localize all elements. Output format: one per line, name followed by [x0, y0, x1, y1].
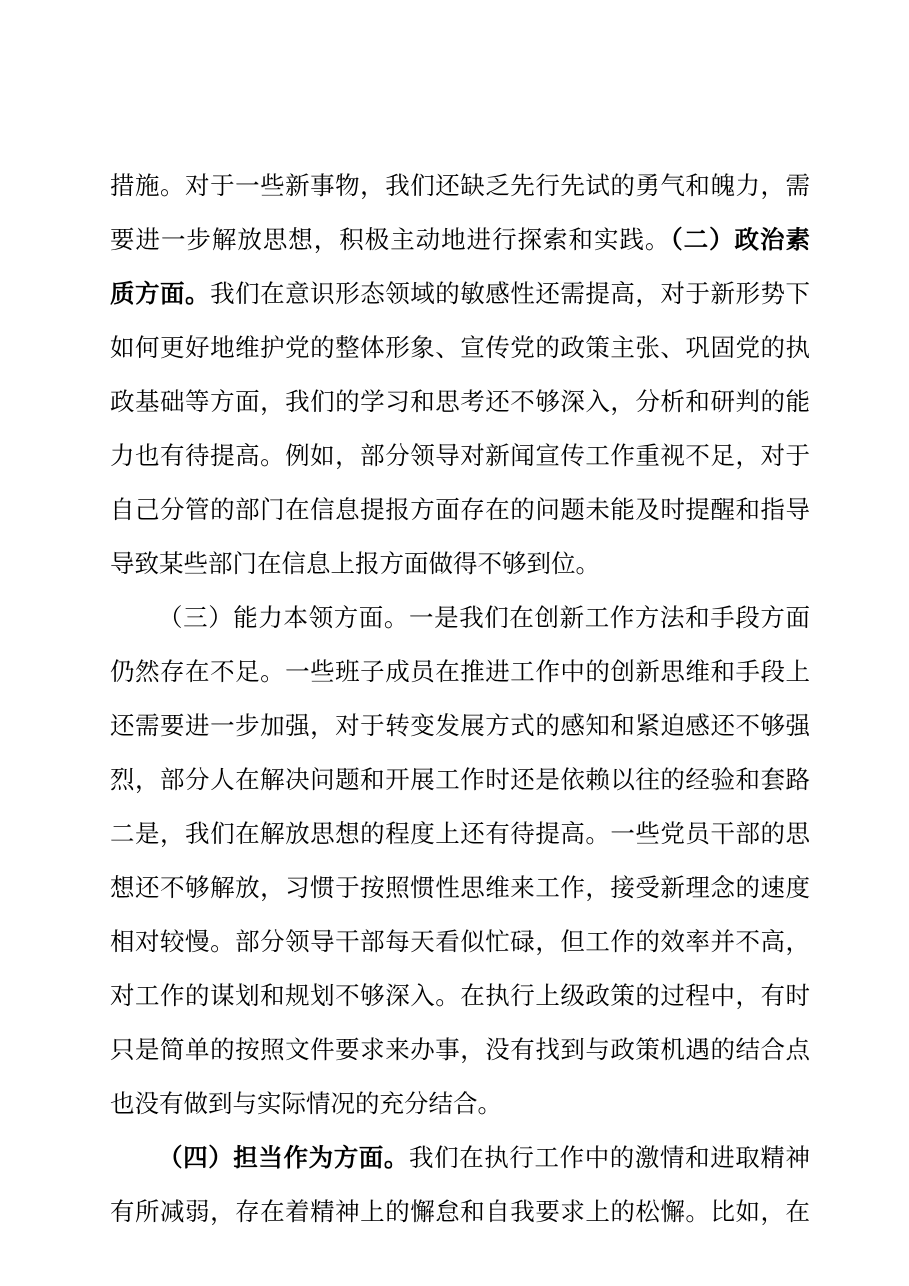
paragraph-line: 有所减弱，存在着精神上的懈怠和自我要求上的松懈。比如，在: [110, 1197, 810, 1226]
paragraph-line: 只是简单的按照文件要求来办事，没有找到与政策机遇的结合点: [110, 1035, 810, 1064]
paragraph-line: 还需要进一步加强，对于转变发展方式的感知和紧迫感还不够强: [110, 711, 810, 740]
paragraph-line: [110, 279, 810, 309]
paragraph-line: 措施。对于一些新事物，我们还缺乏先行先试的勇气和魄力，需: [110, 171, 810, 200]
section-heading-two-part: （二）政治素: [670, 225, 811, 254]
text-span: 要进一步解放思想，积极主动地进行探索和实践。: [110, 225, 671, 254]
section-heading-two-rest: 质方面。: [110, 279, 211, 308]
section-three-first-line: （三）能力本领方面。一是我们在创新工作方法和手段方面: [158, 603, 810, 632]
paragraph-line: 二是，我们在解放思想的程度上还有待提高。一些党员干部的思: [110, 819, 810, 848]
text-span: 我们在意识形态领域的敏感性还需提高，对于新形势下: [210, 279, 811, 308]
paragraph-line: 对工作的谋划和规划不够深入。在执行上级政策的过程中，有时: [110, 981, 810, 1010]
section-heading-four: （四）担当作为方面。: [158, 1143, 409, 1172]
paragraph-line: 力也有待提高。例如，部分领导对新闻宣传工作重视不足，对于: [110, 441, 810, 470]
paragraph-line: 烈，部分人在解决问题和开展工作时还是依赖以往的经验和套路: [110, 765, 810, 794]
paragraph-line: 如何更好地维护党的整体形象、宣传党的政策主张、巩固党的执: [110, 333, 810, 362]
paragraph-line: 政基础等方面，我们的学习和思考还不够深入，分析和研判的能: [110, 387, 810, 416]
section-four-first-line: [158, 1143, 810, 1173]
paragraph-line: 仍然存在不足。一些班子成员在推进工作中的创新思维和手段上: [110, 657, 810, 686]
paragraph-line: 也没有做到与实际情况的充分结合。: [110, 1089, 502, 1118]
paragraph-line: [110, 225, 810, 255]
text-span: 我们在执行工作中的激情和进取精神: [409, 1143, 810, 1172]
paragraph-line: 自己分管的部门在信息提报方面存在的问题未能及时提醒和指导: [110, 495, 810, 524]
paragraph-line: 想还不够解放，习惯于按照惯性思维来工作，接受新理念的速度: [110, 873, 810, 902]
paragraph-line: 相对较慢。部分领导干部每天看似忙碌，但工作的效率并不高，: [110, 927, 810, 956]
paragraph-line: 导致某些部门在信息上报方面做得不够到位。: [110, 549, 600, 578]
